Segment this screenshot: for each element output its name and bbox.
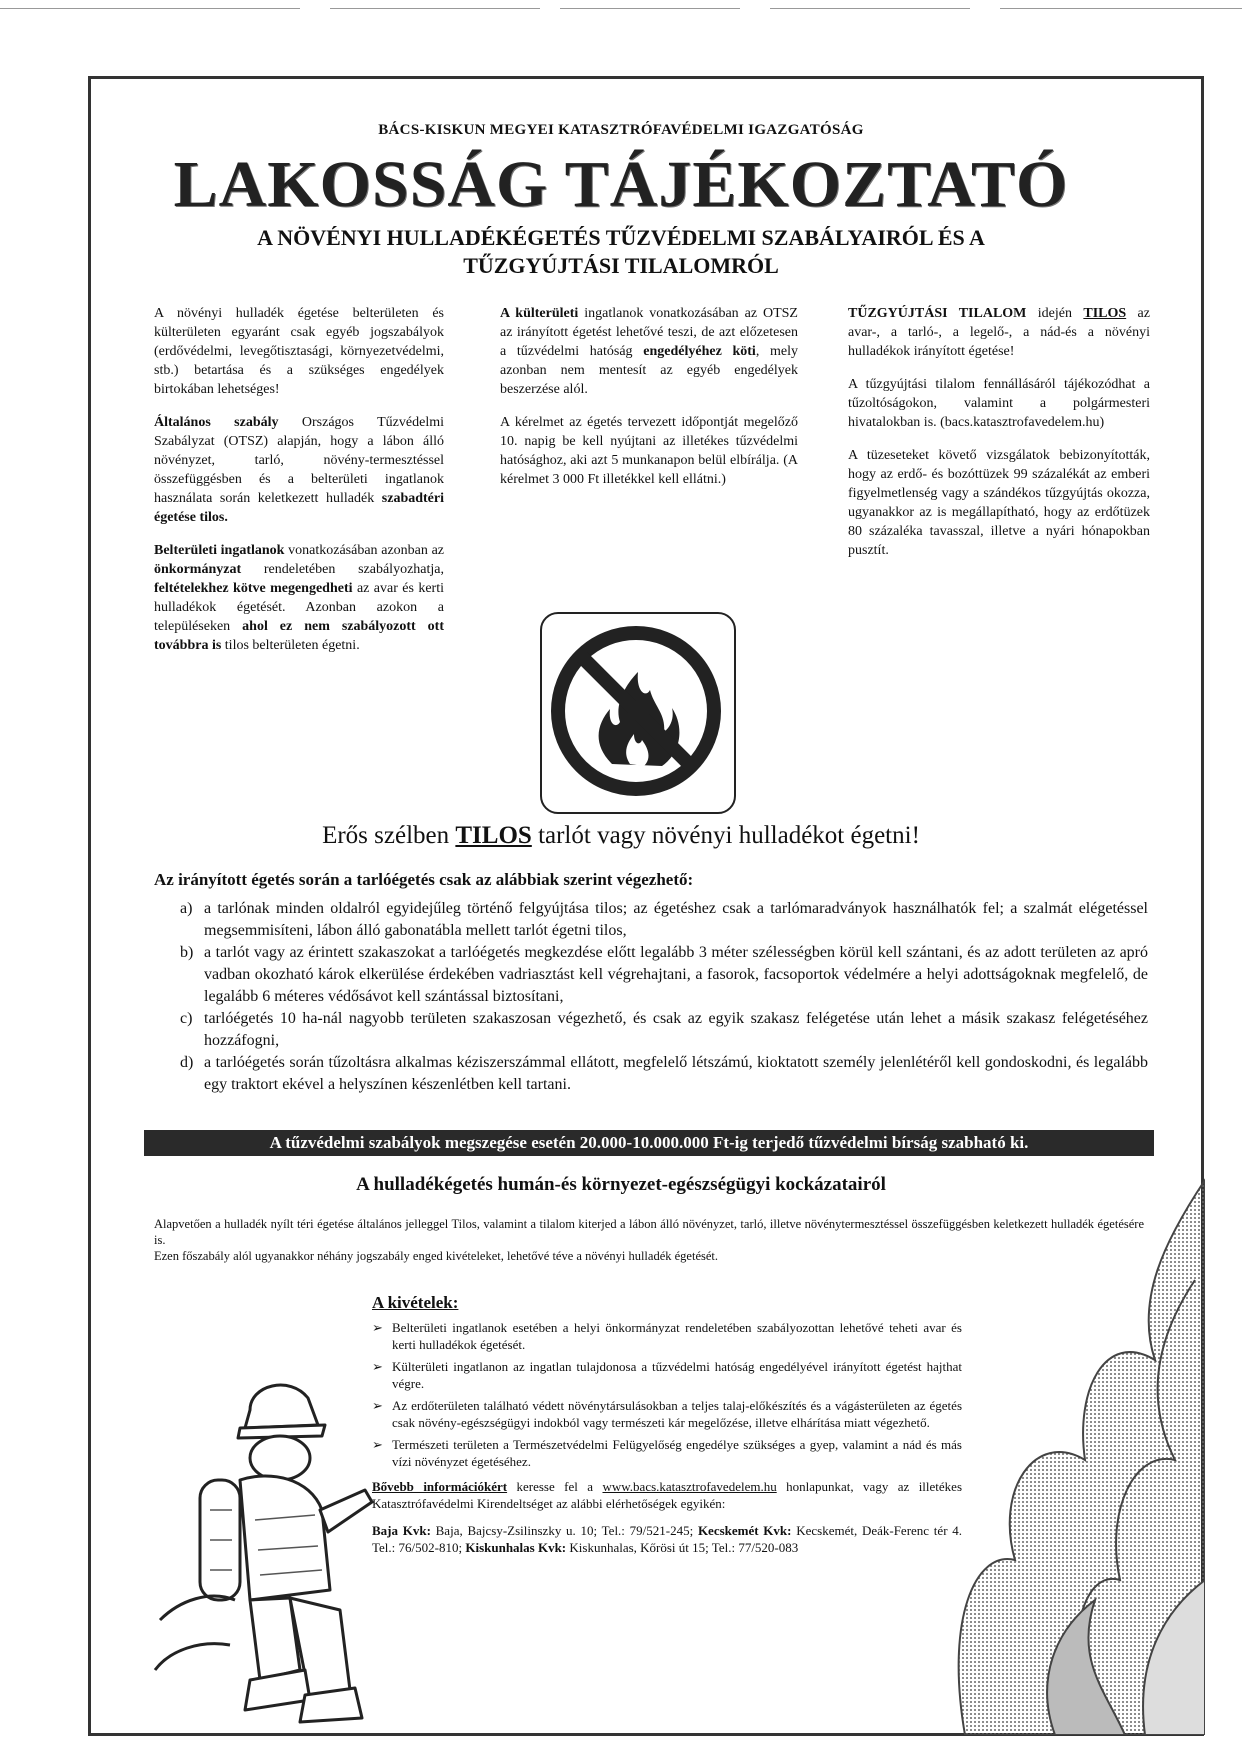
procedure-list: [180, 898, 1148, 1096]
procedure-title: Az irányított égetés során a tarlóégetés csak az alábbiak szerint végezhető:: [154, 870, 694, 889]
column-left: [154, 304, 444, 669]
col1-intro: A növényi hulladék égetése belterületen és külterületen egyaránt csak egyéb jogszabályok (erdővédelmi, levegőtisztasági, környezetvédelmi, stb.) betartása és a szükséges engedélyek birtokában lehetséges!: [154, 306, 444, 397]
col2-outer-areas: A külterületi ingatlanok vonatkozásában az OTSZ az irányított égetést lehetővé teszi, de azt előzetesen a tűzvédelmi hatóság engedélyéhez köti, mely azonban nem mentesít az egyéb engedélyek beszerzése alól.: [500, 306, 798, 397]
wind-warning: Erős szélben TILOS tarlót vagy növényi hulladékot égetni!: [322, 822, 920, 849]
exceptions-section: [372, 1294, 962, 1556]
exceptions-title: A kivételek:: [372, 1293, 459, 1312]
page-subtitle: A NÖVÉNYI HULLADÉKÉGETÉS TŰZVÉDELMI SZABÁLYAIRÓL ÉS A TŰZGYÚJTÁSI TILALOMRÓL: [257, 225, 985, 278]
arrow-icon: ➢: [372, 1320, 383, 1335]
page-title: LAKOSSÁG TÁJÉKOZTATÓ: [173, 148, 1069, 221]
col2-application: A kérelmet az égetés tervezett időpontját megelőző 10. napig be kell nyújtani az illetékes tűzvédelmi hatósághoz, aki azt 5 munkanapon belül elbírálja. (A kérelmet 3 000 Ft illetékkel kell ellátni.): [500, 415, 798, 487]
list-item: ➢ Természeti területen a Természetvédelmi Felügyelőség engedélye szükséges a gyep, valamint a nád és más vízi növényzet égetéséhez.: [372, 1437, 962, 1469]
agency-name: BÁCS-KISKUN MEGYEI KATASZTRÓFAVÉDELMI IGAZGATÓSÁG: [378, 122, 864, 138]
fine-banner: A tűzvédelmi szabályok megszegése esetén 20.000-10.000.000 Ft-ig terjedő tűzvédelmi bírság szabható ki.: [144, 1130, 1154, 1156]
col1-inner-areas: Belterületi ingatlanok vonatkozásában azonban az önkormányzat rendeletében szabályozhatja, feltételekhez kötve megengedheti az avar és kerti hulladékok égetését. Azonban azokon a településeken ahol ez nem szabályozott ott továbbra is tilos belterületen égetni.: [154, 543, 444, 653]
health-p1: Alapvetően a hulladék nyílt téri égetése általános jelleggel Tilos, valamint a tilalom kiterjed a lábon álló növényzet, tarló, illetve növénytermesztéssel összefüggésben keletkezett hulladék égetésére is.: [154, 1217, 1144, 1247]
no-fire-icon: [540, 612, 736, 814]
column-middle: [500, 304, 798, 503]
health-title: A hulladékégetés humán-és környezet-egészségügyi kockázatairól: [356, 1174, 886, 1195]
col3-statistics: A tüzeseteket követő vizsgálatok bebizonyították, hogy az erdő- és bozóttüzek 99 százalékát az emberi figyelmetlenség vagy a szándékos tűzgyújtás okozza, ugyanakkor az is megállapítható, hogy az erdőtüzek 80 százaléka tavasszal, illetve a nyári hónapokban pusztít.: [848, 448, 1150, 558]
more-info: Bővebb információkért keresse fel a www.bacs.katasztrofavedelem.hu honlapunkat, vagy az illetékes Katasztrófavédelmi Kirendeltséget az alábbi elérhetőségek egyikén:: [372, 1479, 963, 1511]
list-item: d) a tarlóégetés során tűzoltásra alkalmas kéziszerszámmal ellátott, megfelelő létszámú, kioktatott személy jelenlétéről kell gondoskodni, és legalább egy traktort ekével a helyszínen készenlétben kell tartani.: [180, 1054, 1148, 1093]
health-p2: Ezen főszabály alól ugyanakkor néhány jogszabály enged kivételeket, lehetővé téve a növényi hulladék égetését.: [154, 1249, 719, 1263]
list-item: ➢ Az erdőterületen található védett növénytársulásokban a teljes talaj-előkészítés és a vágásterületen az égetés csak növény-egészségügyi indokból vagy természeti kár megelőzése, illetve elhárítása miatt végezhető.: [372, 1398, 962, 1430]
website-link[interactable]: www.bacs.katasztrofavedelem.hu: [602, 1479, 777, 1494]
contacts: Baja Kvk: Baja, Bajcsy-Zsilinszky u. 10; Tel.: 79/521-245; Kecskemét Kvk: Kecskemét, Deák-Ferenc tér 4. Tel.: 76/502-810; Kiskunhalas Kvk: Kiskunhalas, Kőrösi út 15; Tel.: 77/520-083: [372, 1523, 963, 1555]
list-item: a) a tarlónak minden oldalról egyidejűleg történő felgyújtása tilos; az égetéshez csak a tarlómaradványok használhatók fel; a szalmát elégetéssel megsemmisíteni, lábon álló gabonatábla mellett tarlót égetni tilos,: [180, 900, 1148, 939]
firefighter-illustration: [140, 1370, 380, 1730]
arrow-icon: ➢: [372, 1437, 383, 1452]
list-item: ➢ Belterületi ingatlanok esetében a helyi önkormányzat rendeletében szabályozottan lehetővé teheti avar és kerti hulladékok égetését.: [372, 1320, 962, 1352]
list-item: ➢ Külterületi ingatlanon az ingatlan tulajdonosa a tűzvédelmi hatóság engedélyével irányított égetést hajthat végre.: [372, 1359, 962, 1391]
arrow-icon: ➢: [372, 1398, 383, 1413]
list-item: c) tarlóégetés 10 ha-nál nagyobb területen szakaszosan végezhető, és csak az egyik szakasz felégetése után lehet a másik szakasz felégetéséhez hozzáfogni,: [180, 1010, 1148, 1049]
scan-artifacts: [0, 0, 1242, 40]
list-item: b) a tarlót vagy az érintett szakaszokat a tarlóégetés megkezdése előtt legalább 3 méter szélességben körül kell szántani, és az adott területen az apró vadban okozható károk elkerülése érdekében vadriasztást kell végrehajtani, a fasorok, facsoportok védelmére a helyi adottságoknak megfelelő, de legalább 6 méteres védősávot kell szántással biztosítani,: [180, 944, 1148, 1005]
column-right: [848, 304, 1150, 574]
arrow-icon: ➢: [372, 1359, 383, 1374]
col3-info: A tűzgyújtási tilalom fennállásáról tájékozódhat a tűzoltóságokon, valamint a polgármesteri hivatalokban is. (bacs.katasztrofavedelem.hu): [848, 377, 1150, 430]
col3-ban: TŰZGYÚJTÁSI TILALOM idején TILOS az avar-, a tarló-, a legelő-, a nád-és a növényi hulladékok irányított égetése!: [848, 306, 1150, 359]
col1-general-rule: Általános szabály Országos Tűzvédelmi Szabályzat (OTSZ) alapján, hogy a lábon álló növényzet, tarló, növény-termesztéssel összefüggésben és a belterületi ingatlanok használata során keletkezett hulladék szabadtéri égetése tilos.: [154, 415, 444, 525]
